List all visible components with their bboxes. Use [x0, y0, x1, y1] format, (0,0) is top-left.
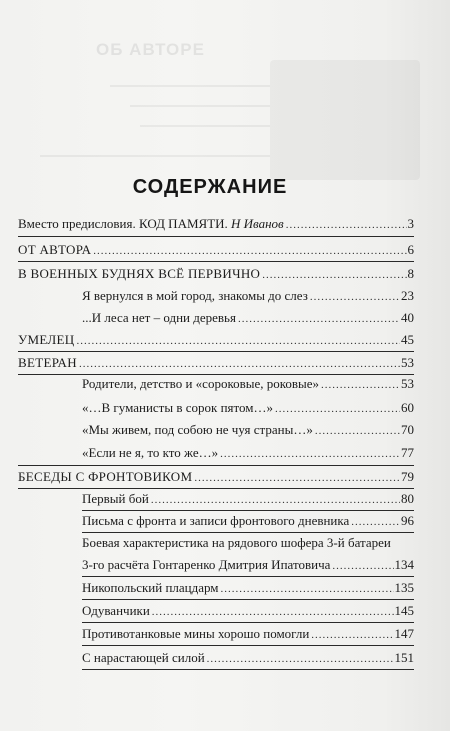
toc-entry-title: В ВОЕННЫХ БУДНЯХ ВСЁ ПЕРВИЧНО	[18, 266, 261, 281]
toc-entry-title: Первый бой	[82, 491, 149, 506]
toc-entry-title: УМЕЛЕЦ	[18, 332, 75, 347]
toc-leader-dots	[79, 355, 400, 373]
toc-page-number: 80	[401, 491, 414, 506]
toc-entry-title: ВЕТЕРАН	[18, 355, 77, 370]
toc-entry-title: ОТ АВТОРА	[18, 242, 92, 257]
toc-divider	[82, 622, 414, 623]
toc-entry-title: Никопольский плацдарм	[82, 580, 219, 595]
toc-divider	[18, 465, 414, 466]
toc-leader-dots	[238, 310, 400, 328]
toc-entry-author: Н Иванов	[231, 216, 284, 231]
toc-entry	[82, 398, 414, 418]
toc-page-number: 134	[394, 557, 414, 572]
toc-entry	[82, 601, 414, 621]
toc-entry	[18, 353, 414, 373]
toc-divider	[82, 599, 414, 600]
toc-page-number: 45	[401, 332, 414, 347]
toc-entry	[82, 286, 414, 306]
toc-entry	[82, 555, 414, 575]
toc-leader-dots	[207, 650, 394, 668]
toc-page-number: 60	[401, 400, 414, 415]
toc-leader-dots	[220, 445, 400, 463]
toc-leader-dots	[311, 626, 393, 644]
toc-leader-dots	[321, 376, 400, 394]
toc-entry-title: «Мы живем, под собою не чуя страны…»	[82, 422, 313, 437]
toc-entry	[82, 648, 414, 668]
toc-leader-dots	[332, 557, 393, 575]
toc-entry	[18, 330, 414, 350]
toc-entry-title: БЕСЕДЫ С ФРОНТОВИКОМ	[18, 469, 193, 484]
toc-leader-dots	[315, 422, 400, 440]
toc-divider	[82, 576, 414, 577]
toc-divider	[18, 236, 414, 237]
toc-page-number: 96	[401, 513, 414, 528]
toc-page-number: 70	[401, 422, 414, 437]
toc-page-number: 77	[401, 445, 414, 460]
page-title: СОДЕРЖАНИЕ	[132, 176, 288, 198]
toc-entry-title: С нарастающей силой	[82, 650, 205, 665]
toc-entry-title: Я вернулся в мой город, знакомы до слез	[82, 288, 308, 303]
toc-entry-title: Боевая характеристика на рядового шофера 3-й батареи	[82, 535, 391, 550]
toc-entry	[82, 578, 414, 598]
toc-page-number: 6	[407, 242, 414, 257]
toc-leader-dots	[275, 400, 400, 418]
toc-entry	[18, 467, 414, 487]
toc-page-number: 53	[401, 355, 414, 370]
toc-divider	[18, 351, 414, 352]
toc-divider	[82, 669, 414, 670]
toc-entry	[82, 308, 414, 328]
toc-leader-dots	[221, 580, 394, 598]
ghost-bleed-line	[110, 85, 270, 87]
toc-entry	[18, 240, 414, 260]
toc-leader-dots	[151, 491, 400, 509]
ghost-bleed-block	[270, 60, 420, 180]
toc-leader-dots	[262, 266, 406, 284]
toc-entry-title: Письма с фронта и записи фронтового дневника	[82, 513, 350, 528]
toc-page-number: 135	[394, 580, 414, 595]
toc-entry	[18, 214, 414, 234]
toc-leader-dots	[286, 216, 407, 234]
toc-entry	[82, 489, 414, 509]
toc-page-number: 3	[407, 216, 414, 231]
toc-page-number: 23	[401, 288, 414, 303]
toc-entry	[82, 511, 414, 531]
toc-entry	[18, 264, 414, 284]
ghost-bleed-line	[140, 125, 270, 127]
toc-entry-title: Противотанковые мины хорошо помогли	[82, 626, 310, 641]
toc-page-number: 8	[407, 266, 414, 281]
toc-entry	[82, 533, 414, 553]
toc-entry-title: «…В гуманисты в сорок пятом…»	[82, 400, 273, 415]
toc-page-number: 40	[401, 310, 414, 325]
ghost-bleed-line	[130, 105, 270, 107]
ghost-bleed-line	[40, 155, 270, 157]
toc-entry	[82, 420, 414, 440]
toc-leader-dots	[76, 332, 400, 350]
toc-page-number: 53	[401, 376, 414, 391]
toc-leader-dots	[194, 469, 400, 487]
toc-entry	[82, 624, 414, 644]
toc-divider	[82, 645, 414, 646]
toc-page-number: 79	[401, 469, 414, 484]
toc-entry-title: Вместо предисловия. КОД ПАМЯТИ.	[18, 216, 228, 231]
toc-entry	[82, 443, 414, 463]
toc-entry-title: Родители, детство и «сороковые, роковые»	[82, 376, 320, 391]
toc-leader-dots	[93, 242, 406, 260]
toc-page-number: 147	[394, 626, 414, 641]
toc-entry-title: «Если не я, то кто же…»	[82, 445, 219, 460]
toc-leader-dots	[310, 288, 400, 306]
toc-leader-dots	[152, 603, 394, 621]
toc-page-number: 151	[394, 650, 414, 665]
toc-entry-title: ...И леса нет – одни деревья	[82, 310, 236, 325]
toc-entry-title: 3-го расчёта Гонтаренко Дмитрия Ипатовича	[82, 557, 331, 572]
toc-divider	[18, 261, 414, 262]
toc-leader-dots	[351, 513, 400, 531]
toc-page-number: 145	[394, 603, 414, 618]
toc-entry	[82, 374, 414, 394]
toc-entry-title: Одуванчики	[82, 603, 150, 618]
ghost-previous-page-title: ОБ АВТОРЕ	[96, 40, 205, 59]
